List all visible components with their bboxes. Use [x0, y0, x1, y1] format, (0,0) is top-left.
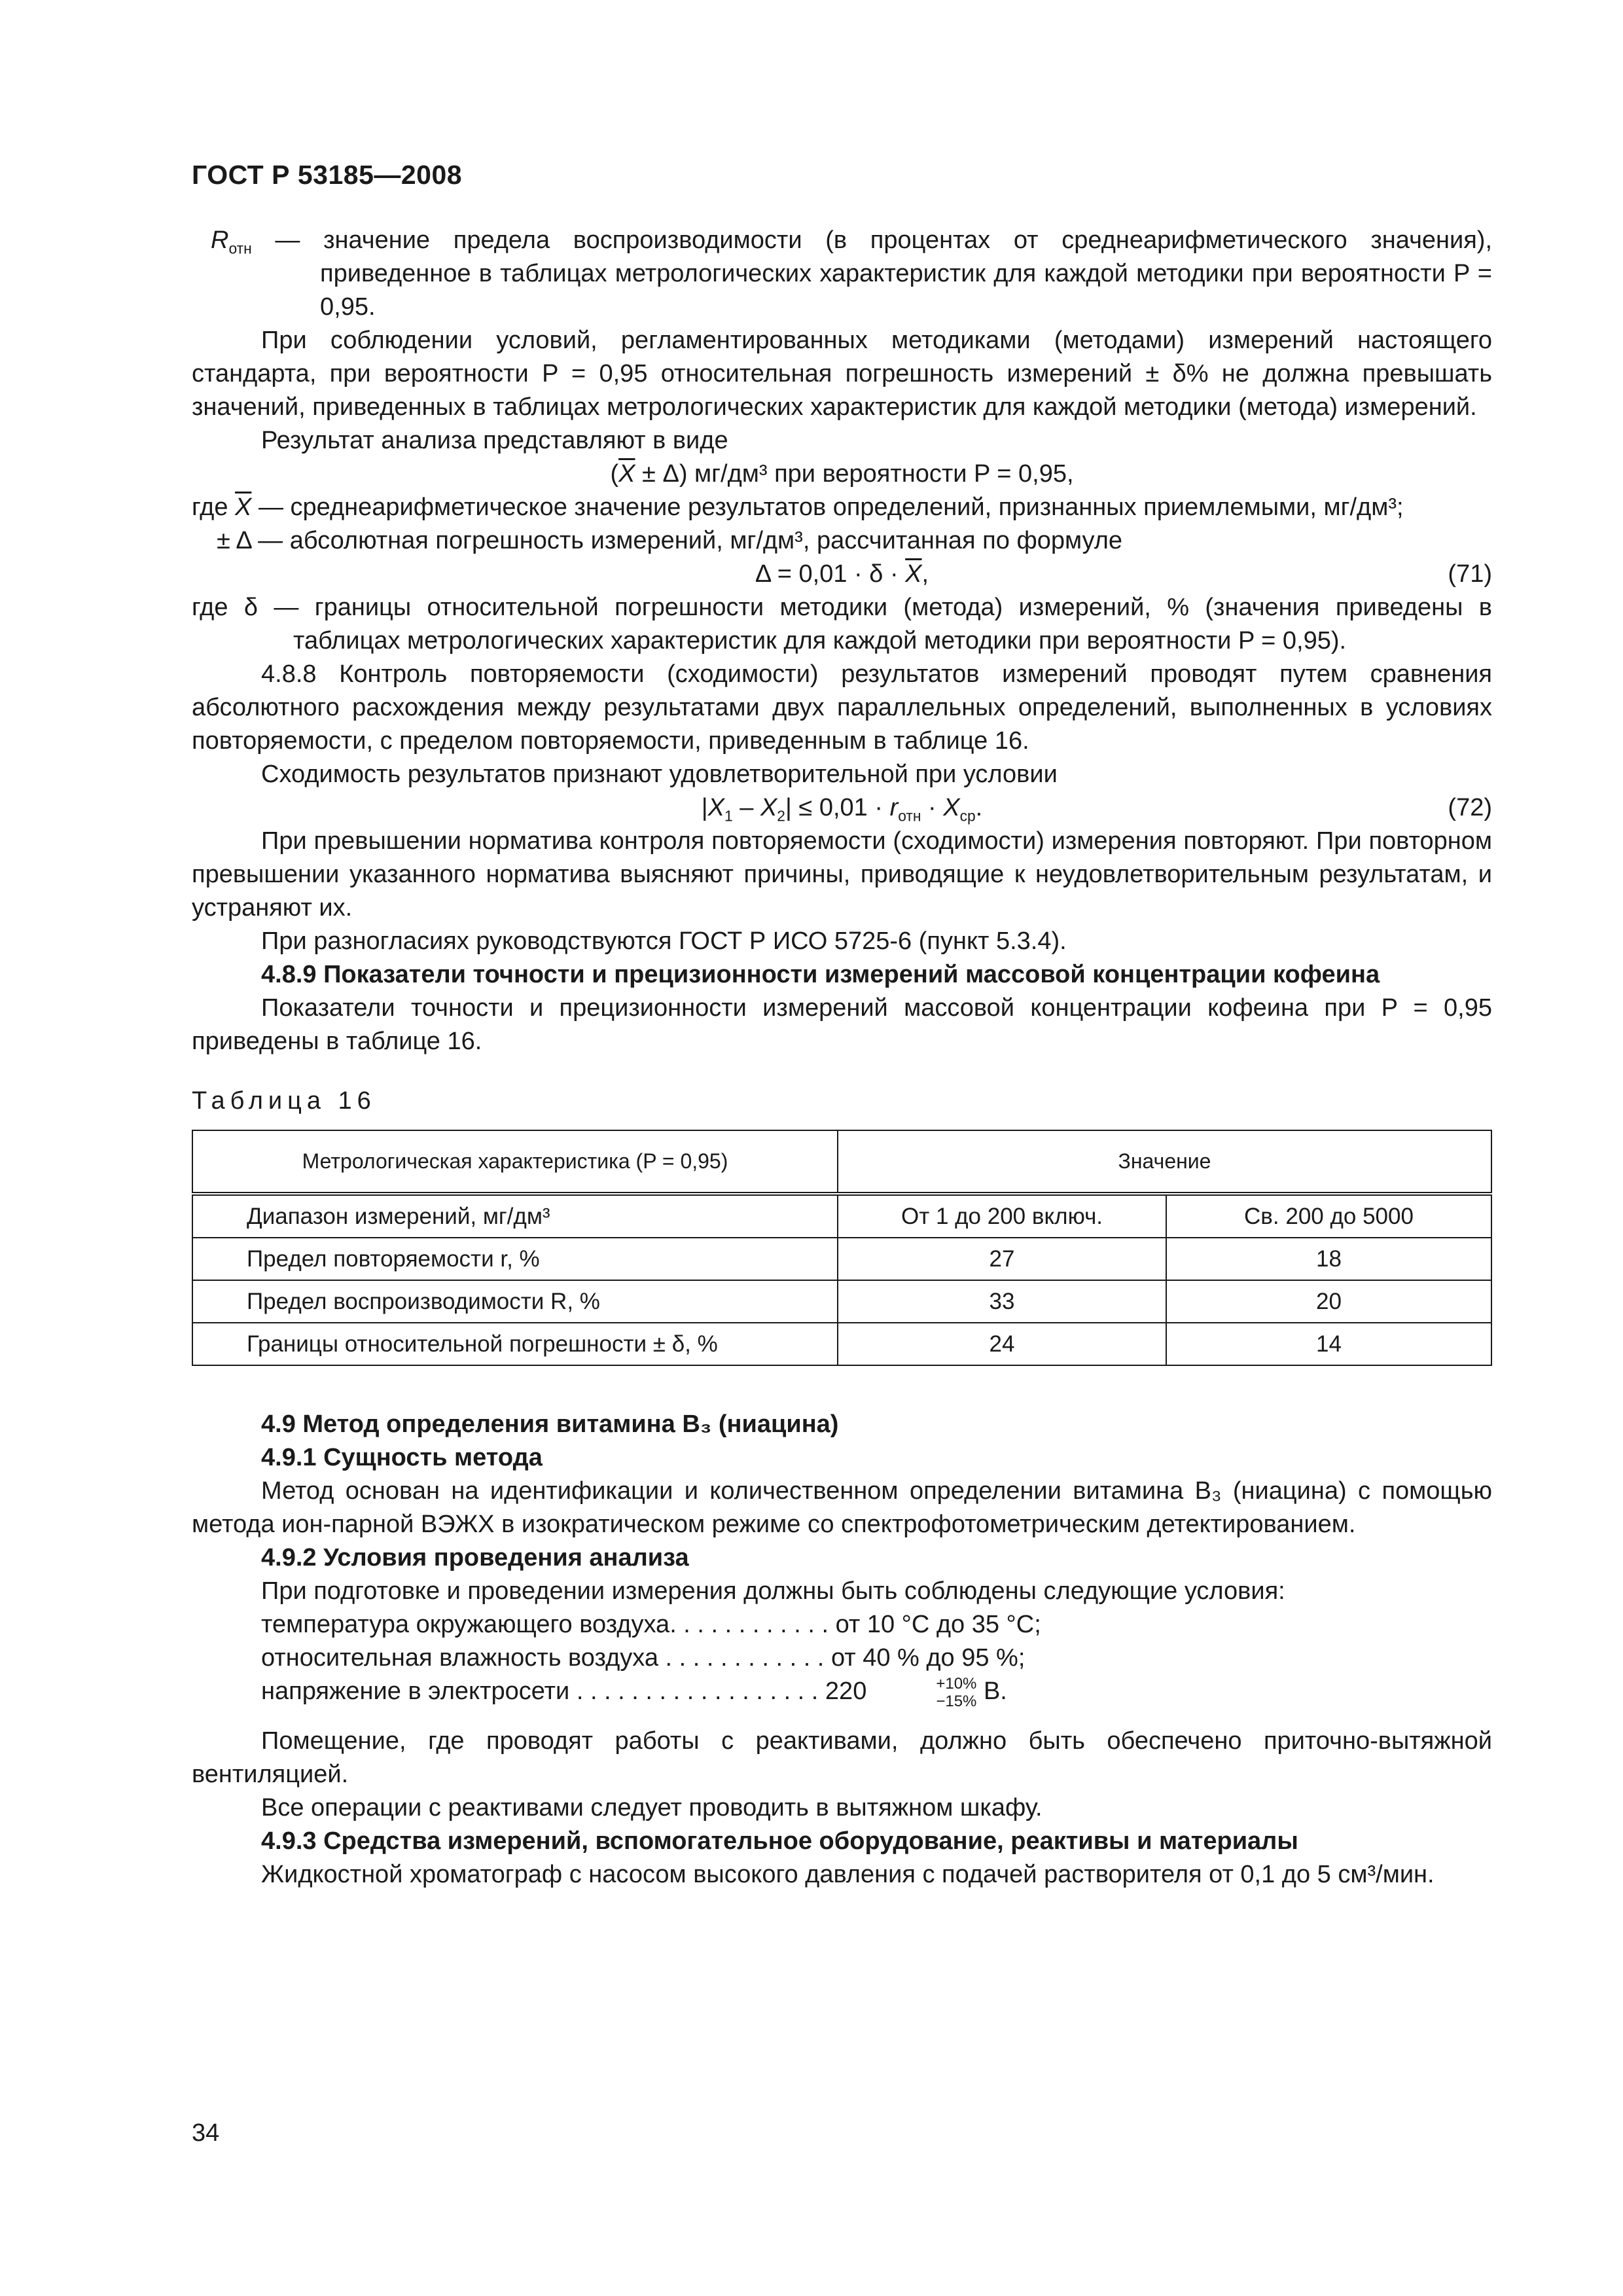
table-caption: Таблица 16 [192, 1087, 376, 1115]
heading-4-8-9: 4.8.9 Показатели точности и прецизионности измерений массовой концентрации кофеина [261, 961, 1380, 988]
row-label: Предел повторяемости r, % [192, 1238, 838, 1280]
paragraph-exceed: При превышении норматива контроля повторяемости (сходимости) измерения повторяют. При повторном превышении указанного норматива выясняют причины, приводящие к неудовлетворительным результатам, и устраняют их. [192, 827, 1492, 922]
formula-72: $|X_1 - X_2| \le 0,01 \cdot r_{отн} \cdot X_{ср}$. (72) [192, 791, 1492, 825]
paragraph-result: Результат анализа представляют в виде [261, 427, 728, 454]
row-value-1: 27 [838, 1238, 1166, 1280]
heading-4-9: 4.9 Метод определения витамина B₃ (ниацина) [261, 1410, 839, 1438]
where-delta-bounds: где δ — границы относительной погрешности методики (метода) измерений, % (значения приведены в таблицах метрологических характеристик для каждой методики при вероятности P = 0,95). [192, 594, 1492, 655]
formula-72-number: (72) [1448, 794, 1492, 821]
table-row [192, 1323, 1491, 1365]
row-value-2: Св. 200 до 5000 [1166, 1194, 1491, 1238]
paragraph-fume-hood: Все операции с реактивами следует проводить в вытяжном шкафу. [261, 1794, 1043, 1821]
row-value-2: 14 [1166, 1323, 1491, 1365]
paragraph-4-9-3: Жидкостной хроматограф с насосом высокого давления с подачей растворителя от 0,1 до 5 см³/мин. [261, 1861, 1435, 1888]
paragraph-4-8-8: 4.8.8 Контроль повторяемости (сходимости) результатов измерений проводят путем сравнения абсолютного расхождения между результатами двух параллельных определений, выполненных в условиях повторяемости, с пределом повторяемости, приведенным в таблице 16. [192, 660, 1492, 755]
condition-temperature: температура окружающего воздуха. . . . . . . . . . . . от 10 °С до 35 °С; [261, 1611, 1041, 1638]
where-x-definition: где $\overline{X}$ — среднеарифметическое значение результатов определений, признанных приемлемыми, мг/дм³; [192, 493, 1404, 521]
paragraph-convergence: Сходимость результатов признают удовлетворительной при условии [261, 761, 1058, 788]
paragraph-conditions: При соблюдении условий, регламентированных методиками (методами) измерений настоящего стандарта, при вероятности P = 0,95 относительная погрешность измерений ± δ% не должна превышать значений, приведенных в таблицах метрологических характеристик для каждой методики (метода) измерений. [192, 327, 1492, 421]
formula-result: $(\overline{X} \pm \Delta)$ мг/дм³ при вероятности P = 0,95, [610, 460, 1074, 488]
row-label: Границы относительной погрешности ± δ, % [192, 1323, 838, 1365]
formula-71: $\Delta = 0,01 \cdot \delta \cdot \overline{X}$, (71) [192, 558, 1492, 591]
document-header: ГОСТ Р 53185—2008 [192, 160, 463, 190]
table-16 [192, 1130, 1492, 1366]
where-delta-definition: ± Δ — абсолютная погрешность измерений, мг/дм³, рассчитанная по формуле [217, 527, 1122, 554]
row-value-1: 33 [838, 1280, 1166, 1323]
header-characteristic: Метрологическая характеристика (P = 0,95) [192, 1130, 838, 1194]
heading-4-9-1: 4.9.1 Сущность метода [261, 1444, 543, 1471]
paragraph-4-9-2: При подготовке и проведении измерения должны быть соблюдены следующие условия: [261, 1577, 1285, 1605]
condition-voltage: напряжение в электросети . . . . . . . . . . . . . . . . . . 220 +10% −15% В. [261, 1675, 1007, 1710]
row-value-1: От 1 до 200 включ. [838, 1194, 1166, 1238]
row-label: Предел воспроизводимости R, % [192, 1280, 838, 1323]
heading-4-9-3: 4.9.3 Средства измерений, вспомогательное оборудование, реактивы и материалы [261, 1827, 1298, 1855]
page-number: 34 [192, 2119, 220, 2147]
paragraph-disagreement: При разногласиях руководствуются ГОСТ Р ИСО 5725-6 (пункт 5.3.4). [261, 927, 1067, 955]
row-value-2: 18 [1166, 1238, 1491, 1280]
table-row [192, 1238, 1491, 1280]
condition-humidity: относительная влажность воздуха . . . . . . . . . . . . от 40 % до 95 %; [261, 1644, 1026, 1672]
document-page [192, 0, 1492, 2296]
header-value: Значение [838, 1130, 1491, 1194]
table-header-row [192, 1130, 1491, 1194]
paragraph-room: Помещение, где проводят работы с реактивами, должно быть обеспечено приточно-вытяжной вентиляцией. [192, 1727, 1492, 1788]
document-body [192, 224, 1492, 1892]
formula-71-number: (71) [1448, 560, 1492, 588]
voltage-tolerance: +10% −15% [936, 1675, 977, 1710]
paragraph-4-9-1: Метод основан на идентификации и количественном определении витамина B₃ (ниацина) с помощью метода ион-парной ВЭЖХ в изократическом режиме со спектрофотометрическим детектированием. [192, 1477, 1492, 1538]
row-value-2: 20 [1166, 1280, 1491, 1323]
row-value-1: 24 [838, 1323, 1166, 1365]
table-row [192, 1280, 1491, 1323]
r-otn-definition: $R_{отн}$ — значение предела воспроизводимости (в процентах от среднеарифметического значения), приведенное в таблицах метрологических характеристик для каждой методики при вероятности P = 0,95. [211, 226, 1493, 321]
paragraph-4-8-9: Показатели точности и прецизионности измерений массовой концентрации кофеина при P = 0,95 приведены в таблице 16. [192, 994, 1492, 1055]
row-label: Диапазон измерений, мг/дм³ [192, 1194, 838, 1238]
heading-4-9-2: 4.9.2 Условия проведения анализа [261, 1544, 689, 1571]
table-row [192, 1194, 1491, 1238]
